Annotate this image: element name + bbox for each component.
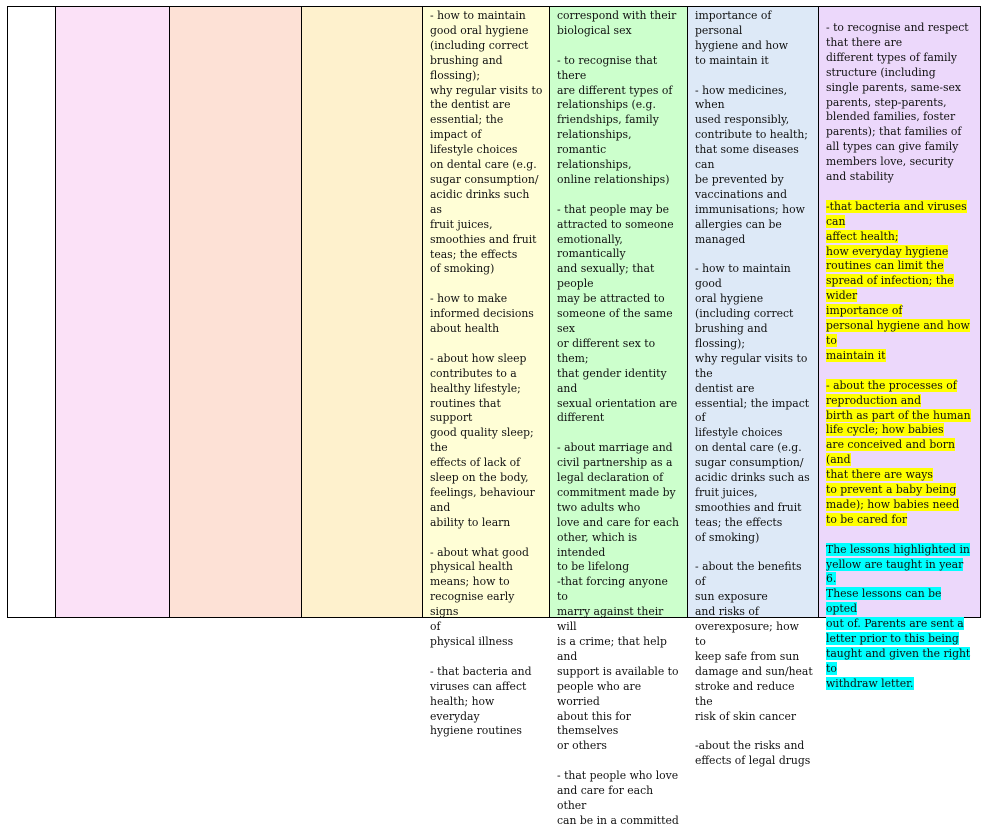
col8-year6-note bbox=[826, 543, 975, 692]
col5-item: - about what good physical health means; how to recognise early signs of physical illness bbox=[430, 545, 529, 649]
column-2 bbox=[56, 7, 170, 617]
col7-item: -about the risks and effects of legal drugs bbox=[695, 739, 811, 768]
col6-item: correspond with their biological sex bbox=[557, 9, 677, 37]
curriculum-table bbox=[7, 6, 981, 827]
column-3 bbox=[170, 7, 302, 617]
col7-item: - about the benefits of sun exposure and risks of overexposure; how to keep safe from sun damage and sun/heat stroke and reduce the risk of skin cancer bbox=[695, 560, 813, 723]
col6-item: - that people may be attracted to someone emotionally, romantically and sexually; that people may be attracted to someone of the same sex or different sex to them; that gender identity and sexual orientation are different bbox=[557, 202, 678, 425]
col5-item: - how to make informed decisions about health bbox=[430, 292, 534, 336]
column-7 bbox=[688, 7, 819, 768]
column-1 bbox=[8, 7, 56, 617]
yellow-highlight: -that bacteria and viruses can affect health; how everyday hygiene routines can limit the spread of infection; the wider importance of personal hygiene and how to maintain it bbox=[826, 199, 970, 362]
column-5 bbox=[423, 7, 550, 738]
col7-item: importance of personal hygiene and how to maintain it bbox=[695, 9, 789, 67]
col5-item: - how to maintain good oral hygiene (including correct brushing and flossing); why regular visits to the dentist are essential; the impact of lifestyle choices on dental care (e.g. sugar consumption/ acidic drinks such as fruit juices, smoothies and fruit teas; the effects of smoking) bbox=[430, 9, 543, 276]
col5-item: - about how sleep contributes to a healthy lifestyle; routines that support good quality sleep; the effects of lack of sleep on the body, feelings, behaviour and ability to learn bbox=[430, 351, 535, 529]
col7-item: - how to maintain good oral hygiene (including correct brushing and flossing); why regular visits to the dentist are essential; the impact of lifestyle choices on dental care (e.g. sugar consumption/ acidic drinks such as fruit juices, smoothies and fruit teas; the effects of smoking) bbox=[695, 262, 810, 544]
col6-item: - to recognise that there are different types of relationships (e.g. friendships, family relationships, romantic relationships, online relationships) bbox=[557, 53, 673, 186]
col8-hygiene-highlight bbox=[826, 200, 975, 364]
col6-item: - that people who love and care for each other can be in a committed bbox=[557, 769, 679, 827]
yellow-highlight: - about the processes of reproduction and birth as part of the human life cycle; how babies are conceived and born (and that there are ways to prevent a baby being made); how babies need to be cared for bbox=[826, 378, 971, 526]
col5-item: - that bacteria and viruses can affect health; how everyday hygiene routines bbox=[430, 664, 532, 738]
col8-family-structures: - to recognise and respect that there are different types of family structure (including single parents, same-sex parents, step-parents, blended families, foster parents); that families of all types can give family members love, security and stability bbox=[826, 21, 969, 184]
column-8 bbox=[819, 7, 980, 690]
col6-item: - about marriage and civil partnership as a legal declaration of commitment made by two adults who love and care for each other, which is intended to be lifelong -that forcing anyone to marry against their will is a crime; that help and support is available to people who are worried about this for themselves or others bbox=[557, 441, 679, 753]
col8-reproduction-highlight bbox=[826, 379, 975, 528]
column-4 bbox=[302, 7, 423, 617]
col7-item: - how medicines, when used responsibly, contribute to health; that some diseases can be prevented by vaccinations and immunisations; how allergies can be managed bbox=[695, 83, 808, 246]
column-6 bbox=[550, 7, 688, 827]
cyan-highlight: The lessons highlighted in yellow are taught in year 6. These lessons can be opted out of. Parents are sent a letter prior to this being taught and given the right to withdraw letter. bbox=[826, 542, 971, 690]
